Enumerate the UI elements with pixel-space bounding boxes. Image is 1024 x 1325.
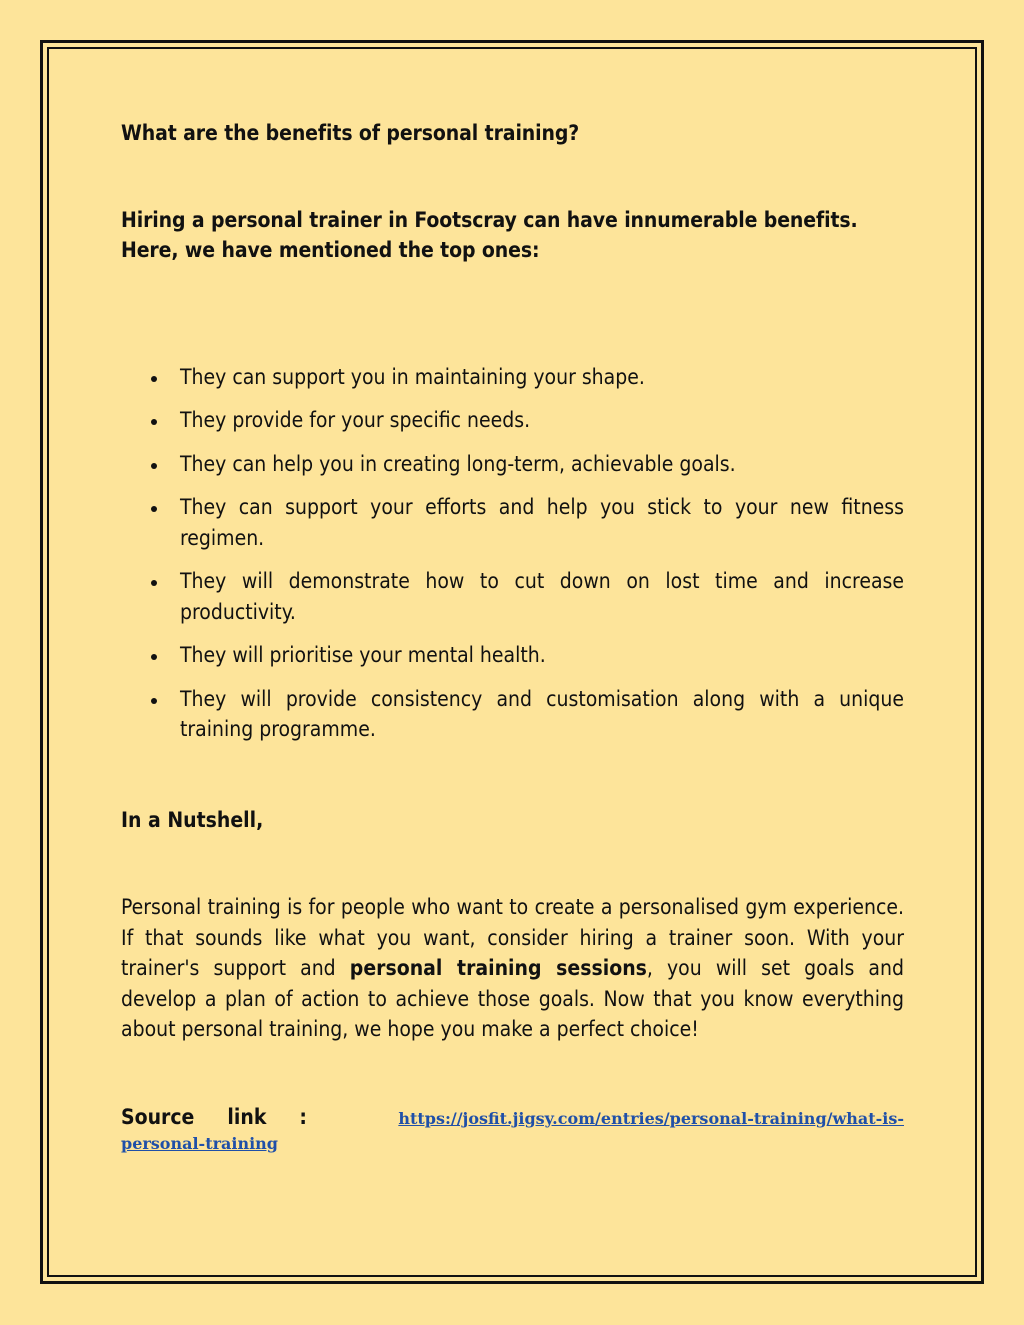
source-label-word: Source — [121, 1104, 195, 1129]
bullet-icon — [151, 698, 157, 704]
list-item — [121, 449, 904, 480]
nutshell-heading: In a Nutshell, — [121, 807, 264, 832]
list-item-text: They can support your efforts and help you stick to your new fitness regimen. — [180, 495, 904, 550]
source-link[interactable]: https://josfit.jigsy.com/entries/personal-training/what-is- — [398, 1108, 904, 1128]
list-item — [121, 684, 904, 745]
list-item-text: They will demonstrate how to cut down on lost time and increase productivity. — [180, 569, 904, 624]
bullet-icon — [151, 463, 157, 469]
source-label-word: link — [227, 1104, 267, 1129]
bullet-icon — [151, 376, 157, 382]
list-item-text: They can help you in creating long-term, achievable goals. — [180, 451, 736, 476]
list-item — [121, 492, 904, 553]
source-link-continuation[interactable]: personal-training — [121, 1133, 278, 1153]
list-item — [121, 362, 904, 393]
intro-text: Hiring a personal trainer in Footscray can have innumerable benefits. Here, we have mentioned the top ones: — [121, 207, 858, 262]
personal-training-sessions-link[interactable]: personal training sessions — [349, 956, 647, 980]
source-label — [121, 1102, 307, 1133]
list-item-text: They will prioritise your mental health. — [180, 643, 546, 667]
benefits-list — [121, 362, 904, 745]
list-item — [121, 566, 904, 627]
source-label-colon: : — [299, 1104, 307, 1129]
summary-paragraph — [121, 892, 904, 1045]
list-item-text: They will provide consistency and customisation along with a unique training programme. — [180, 686, 904, 741]
list-item — [121, 405, 904, 436]
bullet-icon — [151, 506, 157, 512]
paragraph-text-end: , you will set goals and develop a plan of action to achieve those goals. Now that you know everything about personal training, we hope you make a perfect choice! — [121, 956, 904, 1041]
list-item — [121, 640, 904, 671]
source-line — [121, 1102, 904, 1164]
list-item-text: They can support you in maintaining your shape. — [180, 364, 645, 389]
question-heading: What are the benefits of personal training? — [121, 121, 580, 145]
list-item-text: They provide for your specific needs. — [180, 408, 531, 432]
bullet-icon — [151, 580, 157, 586]
bullet-icon — [151, 419, 157, 425]
document-body — [121, 118, 904, 1164]
paragraph-text-start: Personal training is for people who want to create a personalised gym experience. If that sounds like what you want, consider hiring a trainer soon. With your trainer's support and — [121, 895, 904, 980]
bullet-icon — [151, 654, 157, 660]
